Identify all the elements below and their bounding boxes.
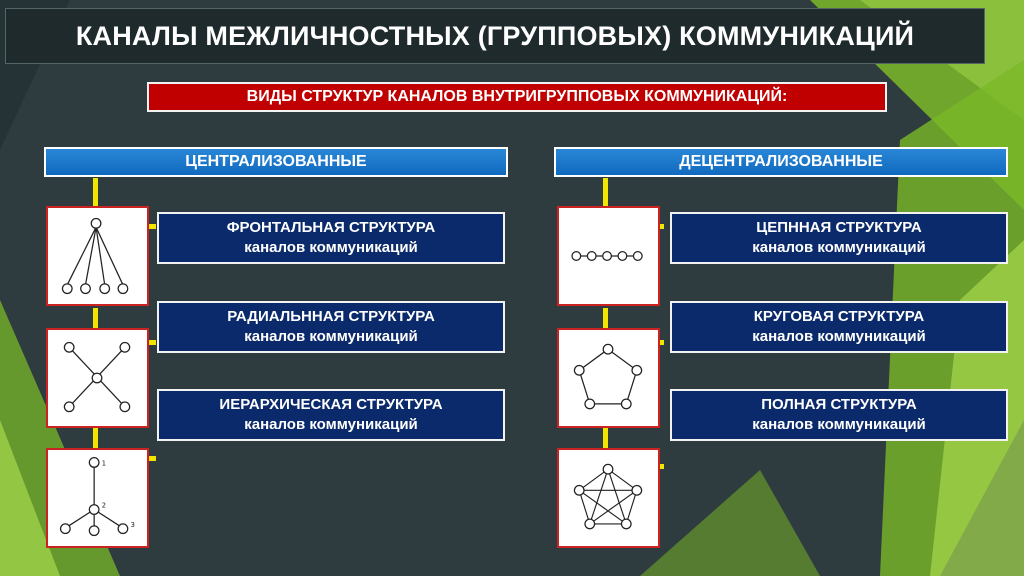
radial-structure-title: РАДИАЛЬННАЯ СТРУКТУРА <box>227 308 435 325</box>
centralized-label: ЦЕНТРАЛИЗОВАННЫЕ <box>185 153 367 170</box>
radial-structure-diagram <box>46 328 149 428</box>
chain-structure-box <box>670 212 1008 264</box>
frontal-structure-title: ФРОНТАЛЬНАЯ СТРУКТУРА <box>226 219 436 236</box>
chain-structure-diagram <box>557 206 660 306</box>
connector <box>93 428 98 448</box>
radial-structure-sub: каналов коммуникаций <box>244 328 418 345</box>
complete-structure-sub: каналов коммуникаций <box>752 416 926 433</box>
chain-structure-sub: каналов коммуникаций <box>752 239 926 256</box>
frontal-structure-box <box>157 212 505 264</box>
connector <box>148 456 156 461</box>
decentralized-header <box>554 147 1008 177</box>
connector <box>148 340 156 345</box>
page-title: КАНАЛЫ МЕЖЛИЧНОСТНЫХ (ГРУППОВЫХ) КОММУНИКАЦИЙ <box>75 20 915 51</box>
subtitle-box <box>147 82 887 112</box>
hierarchical-structure-box <box>157 389 505 441</box>
hierarchical-structure-sub: каналов коммуникаций <box>244 416 418 433</box>
node-label-3: 3 <box>130 520 135 529</box>
circular-structure-sub: каналов коммуникаций <box>752 328 926 345</box>
circular-structure-title: КРУГОВАЯ СТРУКТУРА <box>753 308 925 325</box>
complete-structure-box <box>670 389 1008 441</box>
connector <box>93 178 98 206</box>
connector <box>93 308 98 328</box>
circular-structure-diagram <box>557 328 660 428</box>
node-label-1: 1 <box>101 459 107 468</box>
complete-structure-diagram <box>557 448 660 548</box>
centralized-header <box>44 147 508 177</box>
connector <box>603 178 608 206</box>
node-label-2: 2 <box>101 501 107 510</box>
hierarchical-structure-diagram <box>46 448 149 548</box>
title-bar <box>5 8 985 64</box>
connector <box>603 428 608 448</box>
connector <box>603 308 608 328</box>
complete-structure-title: ПОЛНАЯ СТРУКТУРА <box>761 396 917 413</box>
frontal-structure-diagram <box>46 206 149 306</box>
radial-structure-box <box>157 301 505 353</box>
decentralized-label: ДЕЦЕНТРАЛИЗОВАННЫЕ <box>679 153 883 170</box>
connector <box>148 224 156 229</box>
chain-structure-title: ЦЕПННАЯ СТРУКТУРА <box>756 219 922 236</box>
hierarchical-structure-title: ИЕРАРХИЧЕСКАЯ СТРУКТУРА <box>219 396 443 413</box>
subtitle-text: ВИДЫ СТРУКТУР КАНАЛОВ ВНУТРИГРУППОВЫХ КОММУНИКАЦИЙ: <box>246 88 788 105</box>
circular-structure-box <box>670 301 1008 353</box>
frontal-structure-sub: каналов коммуникаций <box>244 239 418 256</box>
